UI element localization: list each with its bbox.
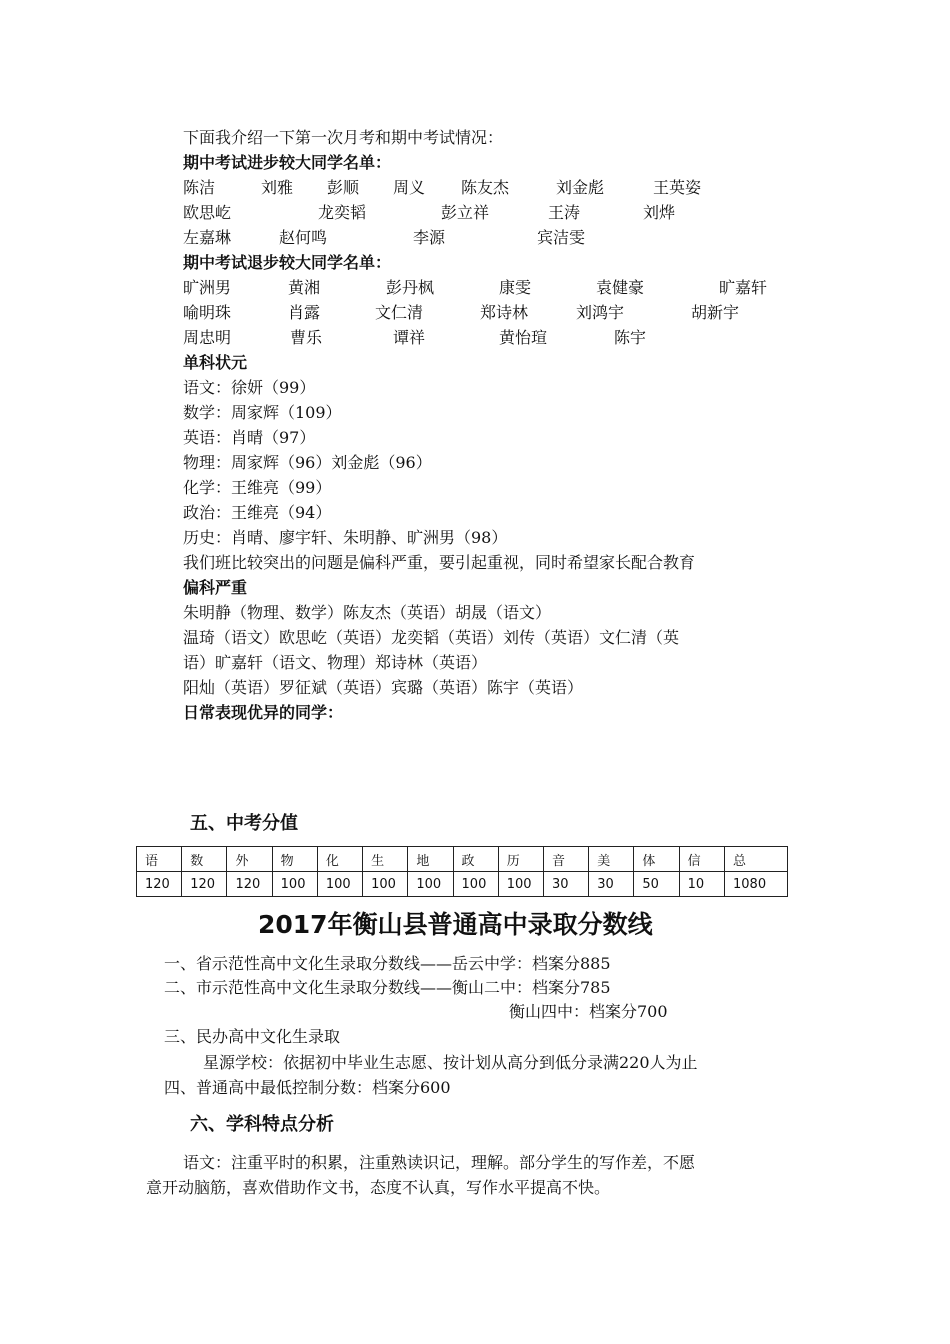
name: 周义: [393, 178, 426, 197]
bias-line: 阳灿（英语）罗征斌（英语）宾璐（英语）陈宇（英语）: [183, 678, 584, 697]
name: 陈友杰: [461, 178, 510, 197]
name: 王涛: [548, 203, 581, 222]
table-row: [137, 847, 788, 872]
name: 陈洁: [183, 178, 216, 197]
bias-line: 朱明静（物理、数学）陈友杰（英语）胡晟（语文）: [183, 603, 552, 622]
bias-line: 温琦（语文）欧思屹（英语）龙奕韬（英语）刘传（英语）文仁清（英: [183, 628, 680, 647]
name: 刘烨: [643, 203, 676, 222]
name: 王英姿: [653, 178, 702, 197]
top-student-item: 数学：周家辉（109）: [183, 403, 342, 422]
score-table: [136, 846, 788, 897]
section5-title: 五、中考分值: [190, 813, 298, 834]
name: 旷洲男: [183, 278, 232, 297]
name: 黄怡瑄: [499, 328, 548, 347]
name: 袁健豪: [596, 278, 645, 297]
subject-cell: 信: [679, 847, 724, 872]
top-student-item: 历史：肖晴、廖宇轩、朱明静、旷洲男（98）: [183, 528, 508, 547]
subject-cell: 总: [725, 847, 788, 872]
name: 彭立祥: [441, 203, 490, 222]
name: 黄湘: [288, 278, 321, 297]
admission-line: 四、普通高中最低控制分数：档案分600: [164, 1078, 451, 1097]
intro-text: 下面我介绍一下第一次月考和期中考试情况：: [183, 128, 504, 147]
admission-line: 一、省示范性高中文化生录取分数线——岳云中学：档案分885: [164, 954, 611, 973]
admission-line: 三、民办高中文化生录取: [164, 1027, 341, 1046]
subject-cell: 化: [317, 847, 362, 872]
name: 宾洁雯: [537, 228, 586, 247]
daily-excellent-title: 日常表现优异的同学：: [183, 703, 344, 722]
score-cell: 30: [543, 872, 588, 897]
subject-cell: 历: [498, 847, 543, 872]
score-cell: 50: [634, 872, 679, 897]
name: 旷嘉轩: [719, 278, 768, 297]
top-student-item: 政治：王维亮（94）: [183, 503, 332, 522]
name: 彭顺: [327, 178, 360, 197]
name: 曹乐: [290, 328, 323, 347]
score-cell: 1080: [725, 872, 788, 897]
name: 郑诗林: [480, 303, 529, 322]
progress-title: 期中考试进步较大同学名单：: [183, 153, 392, 172]
score-cell: 120: [137, 872, 182, 897]
admission-line: 星源学校：依据初中毕业生志愿、按计划从高分到低分录满220人为止: [203, 1053, 698, 1072]
score-cell: 10: [679, 872, 724, 897]
name: 左嘉琳: [183, 228, 232, 247]
name: 彭丹枫: [386, 278, 435, 297]
score-cell: 100: [498, 872, 543, 897]
top-students-title: 单科状元: [183, 353, 248, 372]
subject-cell: 体: [634, 847, 679, 872]
subject-cell: 数: [182, 847, 227, 872]
subject-cell: 政: [453, 847, 498, 872]
name: 刘雅: [261, 178, 294, 197]
table-row: [137, 872, 788, 897]
name: 喻明珠: [183, 303, 232, 322]
admission-title: 2017年衡山县普通高中录取分数线: [258, 910, 653, 939]
subject-cell: 物: [272, 847, 317, 872]
score-cell: 100: [317, 872, 362, 897]
name: 陈宇: [614, 328, 647, 347]
subject-cell: 美: [589, 847, 634, 872]
subject-cell: 音: [543, 847, 588, 872]
analysis-line: 语文：注重平时的积累，注重熟读识记，理解。部分学生的写作差，不愿: [183, 1153, 696, 1172]
name: 赵何鸣: [279, 228, 328, 247]
section6-title: 六、学科特点分析: [190, 1114, 334, 1135]
name: 周忠明: [183, 328, 232, 347]
subject-cell: 外: [227, 847, 272, 872]
top-student-item: 物理：周家辉（96）刘金彪（96）: [183, 453, 432, 472]
top-student-item: 化学：王维亮（99）: [183, 478, 332, 497]
score-cell: 120: [227, 872, 272, 897]
name: 李源: [413, 228, 446, 247]
score-cell: 100: [363, 872, 408, 897]
name: 刘金彪: [556, 178, 605, 197]
score-cell: 120: [182, 872, 227, 897]
name: 文仁清: [375, 303, 424, 322]
problem-text: 我们班比较突出的问题是偏科严重，要引起重视，同时希望家长配合教育: [183, 553, 696, 572]
score-cell: 100: [453, 872, 498, 897]
analysis-line: 意开动脑筋，喜欢借助作文书，态度不认真，写作水平提高不快。: [146, 1178, 611, 1197]
score-cell: 100: [272, 872, 317, 897]
score-cell: 100: [408, 872, 453, 897]
score-cell: 30: [589, 872, 634, 897]
admission-line: 二、市示范性高中文化生录取分数线——衡山二中：档案分785: [164, 978, 611, 997]
name: 康雯: [499, 278, 532, 297]
subject-cell: 生: [363, 847, 408, 872]
admission-line: 衡山四中：档案分700: [509, 1002, 668, 1021]
name: 欧思屹: [183, 203, 232, 222]
name: 胡新宇: [691, 303, 740, 322]
bias-line: 语）旷嘉轩（语文、物理）郑诗林（英语）: [183, 653, 488, 672]
regress-title: 期中考试退步较大同学名单：: [183, 253, 392, 272]
top-student-item: 语文：徐妍（99）: [183, 378, 316, 397]
subject-cell: 地: [408, 847, 453, 872]
bias-title: 偏科严重: [183, 578, 248, 597]
name: 刘鸿宇: [576, 303, 625, 322]
name: 肖露: [288, 303, 321, 322]
name: 龙奕韬: [318, 203, 367, 222]
top-student-item: 英语：肖晴（97）: [183, 428, 316, 447]
subject-cell: 语: [137, 847, 182, 872]
name: 谭祥: [393, 328, 426, 347]
